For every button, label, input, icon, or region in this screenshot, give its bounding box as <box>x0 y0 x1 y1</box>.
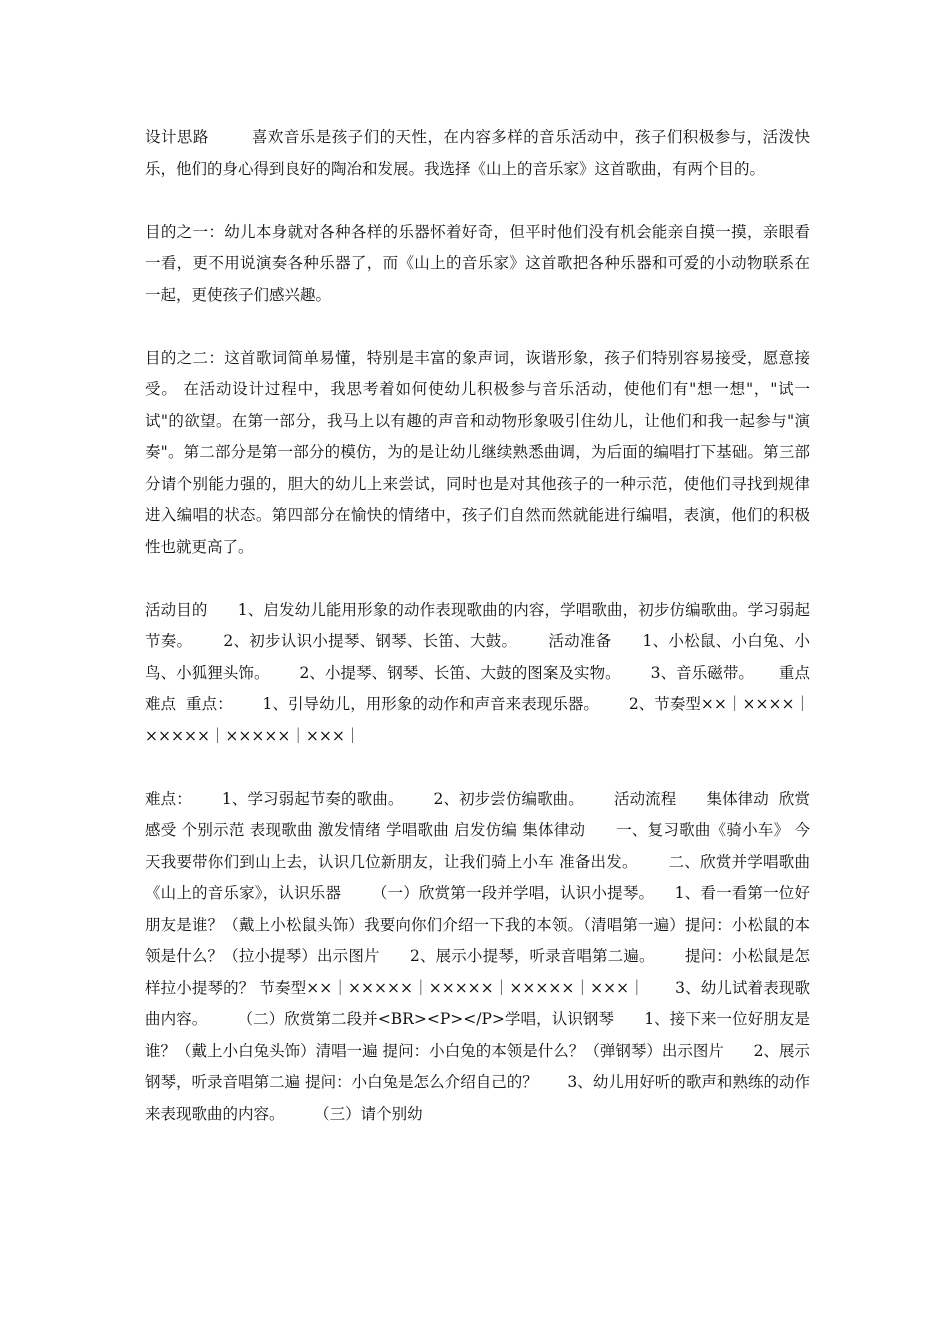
paragraph-spacer <box>145 311 810 343</box>
paragraph-purpose-two: 目的之二：这首歌词简单易懂，特别是丰富的象声词，诙谐形象，孩子们特别容易接受，愿意接受。 在活动设计过程中，我思考着如何使幼儿积极参与音乐活动，使他们有"想一想"，"试一试"的欲望。在第一部分，我马上以有趣的声音和动物形象吸引住幼儿，让他们和我一起参与"演奏"。第二部分是第一部分的模仿，为的是让幼儿继续熟悉曲调，为后面的编唱打下基础。第三部分请个别能力强的，胆大的幼儿上来尝试，同时也是对其他孩子的一种示范，使他们寻找到规律进入编唱的状态。第四部分在愉快的情绪中，孩子们自然而然就能进行编唱，表演，他们的积极性也就更高了。 <box>145 348 810 556</box>
paragraph-difficulties-and-flow: 难点： 1、学习弱起节奏的歌曲。 2、初步尝仿编歌曲。 活动流程 集体律动 欣赏感受 个别示范 表现歌曲 激发情绪 学唱歌曲 启发仿编 集体律动 一、复习歌曲《骑小车》 今天我要带你们到山上去，认识几位新朋友，让我们骑上小车 准备出发。 二、欣赏并学唱歌曲《山上的音乐家》，认识乐器 （一）欣赏第一段并学唱，认识小提琴。 1、看一看第一位好朋友是谁？（戴上小松鼠头饰）我要向你们介绍一下我的本领。（清唱第一遍）提问：小松鼠的本领是什么？（拉小提琴）出示图片 2、展示小提琴，听录音唱第二遍。 提问：小松鼠是怎样拉小提琴的？ 节奏型××｜×××××｜×××××｜×××××｜×××｜ 3、幼儿试着表现歌曲内容。 （二）欣赏第二段并<BR><P></P>学唱，认识钢琴 1、接下来一位好朋友是谁？（戴上小白兔头饰）清唱一遍 提问：小白兔的本领是什么？（弹钢琴）出示图片 2、展示钢琴，听录音唱第二遍 提问：小白兔是怎么介绍自己的？ 3、幼儿用好听的歌声和熟练的动作来表现歌曲的内容。 （三）请个别幼 <box>145 789 810 1123</box>
paragraph-spacer <box>145 185 810 217</box>
paragraph-activity-goals: 活动目的 1、启发幼儿能用形象的动作表现歌曲的内容，学唱歌曲，初步仿编歌曲。学习弱起节奏。 2、初步认识小提琴、钢琴、长笛、大鼓。 活动准备 1、小松鼠、小白兔、小鸟、小狐狸头饰。 2、小提琴、钢琴、长笛、大鼓的图案及实物。 3、音乐磁带。 重点难点 重点： 1、引导幼儿，用形象的动作和声音来表现乐器。 2、节奏型××｜××××｜×××××｜×××××｜×××｜ <box>145 600 810 745</box>
paragraph-design-idea: 设计思路 喜欢音乐是孩子们的天性，在内容多样的音乐活动中，孩子们积极参与，活泼快乐，他们的身心得到良好的陶冶和发展。我选择《山上的音乐家》这首歌曲，有两个目的。 <box>145 128 810 178</box>
paragraph-purpose-one: 目的之一：幼儿本身就对各种各样的乐器怀着好奇，但平时他们没有机会能亲自摸一摸，亲眼看一看，更不用说演奏各种乐器了，而《山上的音乐家》这首歌把各种乐器和可爱的小动物联系在一起，更使孩子们感兴趣。 <box>145 222 810 304</box>
paragraph-spacer <box>145 563 810 595</box>
document-body <box>145 122 810 1130</box>
paragraph-spacer <box>145 752 810 784</box>
